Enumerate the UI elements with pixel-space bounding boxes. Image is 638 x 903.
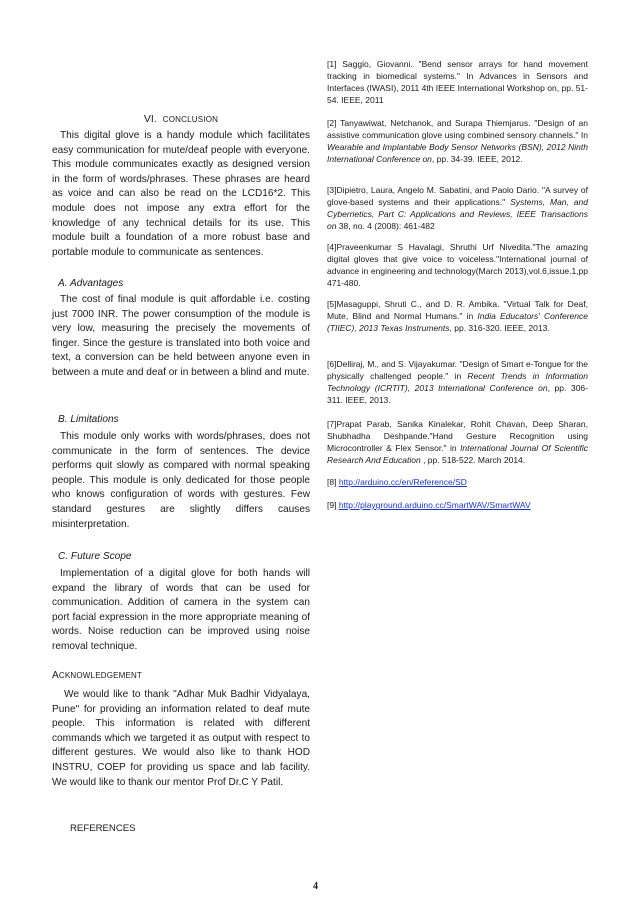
conclusion-title: CONCLUSION xyxy=(162,115,219,124)
future-scope-title: Future Scope xyxy=(70,551,132,562)
future-scope-paragraph: Implementation of a digital glove for both hands will expand the library of words that can be used for communication. Addition of camera in the system can port facial expression in the more appropriate meaning of words. Noise reduction can be improved using noise removal technique. xyxy=(52,568,310,652)
conclusion-number: VI. xyxy=(143,113,157,125)
references-heading: REFERENCES xyxy=(70,823,136,834)
limitations-heading xyxy=(58,414,316,425)
acknowledgement-rest: CKNOWLEDGEMENT xyxy=(58,671,143,680)
reference-3: [3]Dipietro, Laura, Angelo M. Sabatini, and Paolo Dario. "A survey of glove-based systems and their applications." Systems, Man, and Cybernetics, Part C: Applications and Reviews, IEEE Transactions on 38, no. 4 (2008): 461-482 xyxy=(327,185,588,232)
reference-2: [2] Tanyawiwat, Netchanok, and Surapa Thiemjarus. "Design of an assistive communication glove using combined sensory channels." In Wearable and Implantable Body Sensor Networks (BSN), 2012 Ninth International Conference on, pp. 34-39. IEEE, 2012. xyxy=(327,118,588,165)
acknowledgement-initial: A xyxy=(52,670,59,681)
reference-4: [4]Praveenkumar S Havalagi, Shruthi Urf Nivedita."The amazing digital gloves that give voice to voiceless."International journal of advance in engineering and technology(March 2013),vol.6,issue.1,pp 471-480. xyxy=(327,242,588,289)
advantages-label: A. xyxy=(58,278,68,289)
future-scope-heading xyxy=(58,551,316,562)
reference-7: [7]Prapat Parab, Sanika Kinalekar, Rohit Chavan, Deep Sharan, Shubhadha Deshpande."Hand Gesture Recognition using Microcontroller & Flex Sensor." in International Journal Of Scientific Research And Education , pp. 518-522. March 2014. xyxy=(327,419,588,466)
reference-5: [5]Masaguppi, Shruti C., and D. R. Ambika. "Virtual Talk for Deaf, Mute, Blind and Normal Humans." in India Educators' Conference (TIIEC), 2013 Texas Instruments, pp. 316-320. IEEE, 2013. xyxy=(327,299,588,334)
page-number: 4 xyxy=(313,881,318,892)
reference-1: [1] Saggio, Giovanni. "Bend sensor arrays for hand movement tracking in biomedical systems." In Advances in Sensors and Interfaces (IWASI), 2011 4th IEEE International Workshop on, pp. 51-54. IEEE, 2011 xyxy=(327,59,588,106)
limitations-title: Limitations xyxy=(70,414,119,425)
reference-8: [8] http://arduino.cc/en/Reference/SD xyxy=(327,477,467,487)
reference-9: [9] http://playground.arduino.cc/SmartWAV/SmartWAV xyxy=(327,500,531,510)
advantages-paragraph: The cost of final module is quit affordable i.e. costing just 7000 INR. The power consumption of the module is very low, measuring the precisely the movements of finger. Since the gesture is translated into both voice and text, a conversion can be held between anyone even in between a mute and deaf or in between a blind and mute. xyxy=(52,294,310,378)
future-scope-label: C. xyxy=(58,551,69,562)
limitations-paragraph: This module only works with words/phrases, does not communicate in the form of sentences. The device performs quit slowly as compared with normal speaking people. This module is only dedicated for those people who knows configuration of words with gestures. Few standard gestures are slightly differs causes misinterpretation. xyxy=(52,431,310,530)
reference-8-link[interactable]: http://arduino.cc/en/Reference/SD xyxy=(338,477,467,487)
limitations-label: B. xyxy=(58,414,68,425)
conclusion-paragraph: This digital glove is a handy module which facilitates easy communication for mute/deaf people with everyone. This module communicates exactly as designed version in the form of words/phrases. These phrases are heard as voice and can also be read on the LCD16*2. This module does not impose any extra effort for the knowledge of any technical details for its use. This module built a foundation of a more robust base and portable module to communicate as sentences. xyxy=(52,130,310,258)
acknowledgement-paragraph: We would like to thank ''Adhar Muk Badhir Vidyalaya, Pune'' for providing an information related to deaf mute people. This information is related with different commands which we targeted it as output with respect to different gestures. We would also like to thank HOD INSTRU, COEP for providing us space and lab facility. We would like to thank our mentor Prof Dr.C Y Patil. xyxy=(52,689,310,788)
conclusion-heading xyxy=(52,113,310,125)
acknowledgement-heading xyxy=(52,670,310,681)
reference-6: [6]Delliraj, M., and S. Vijayakumar. "Design of Smart e-Tongue for the physically challenged people." in Recent Trends in Information Technology (ICRTIT), 2013 International Conference on, pp. 306-311. IEEE, 2013. xyxy=(327,359,588,406)
advantages-title: Advantages xyxy=(69,278,124,289)
advantages-heading xyxy=(58,278,316,289)
reference-9-link[interactable]: http://playground.arduino.cc/SmartWAV/SmartWAV xyxy=(338,500,531,510)
